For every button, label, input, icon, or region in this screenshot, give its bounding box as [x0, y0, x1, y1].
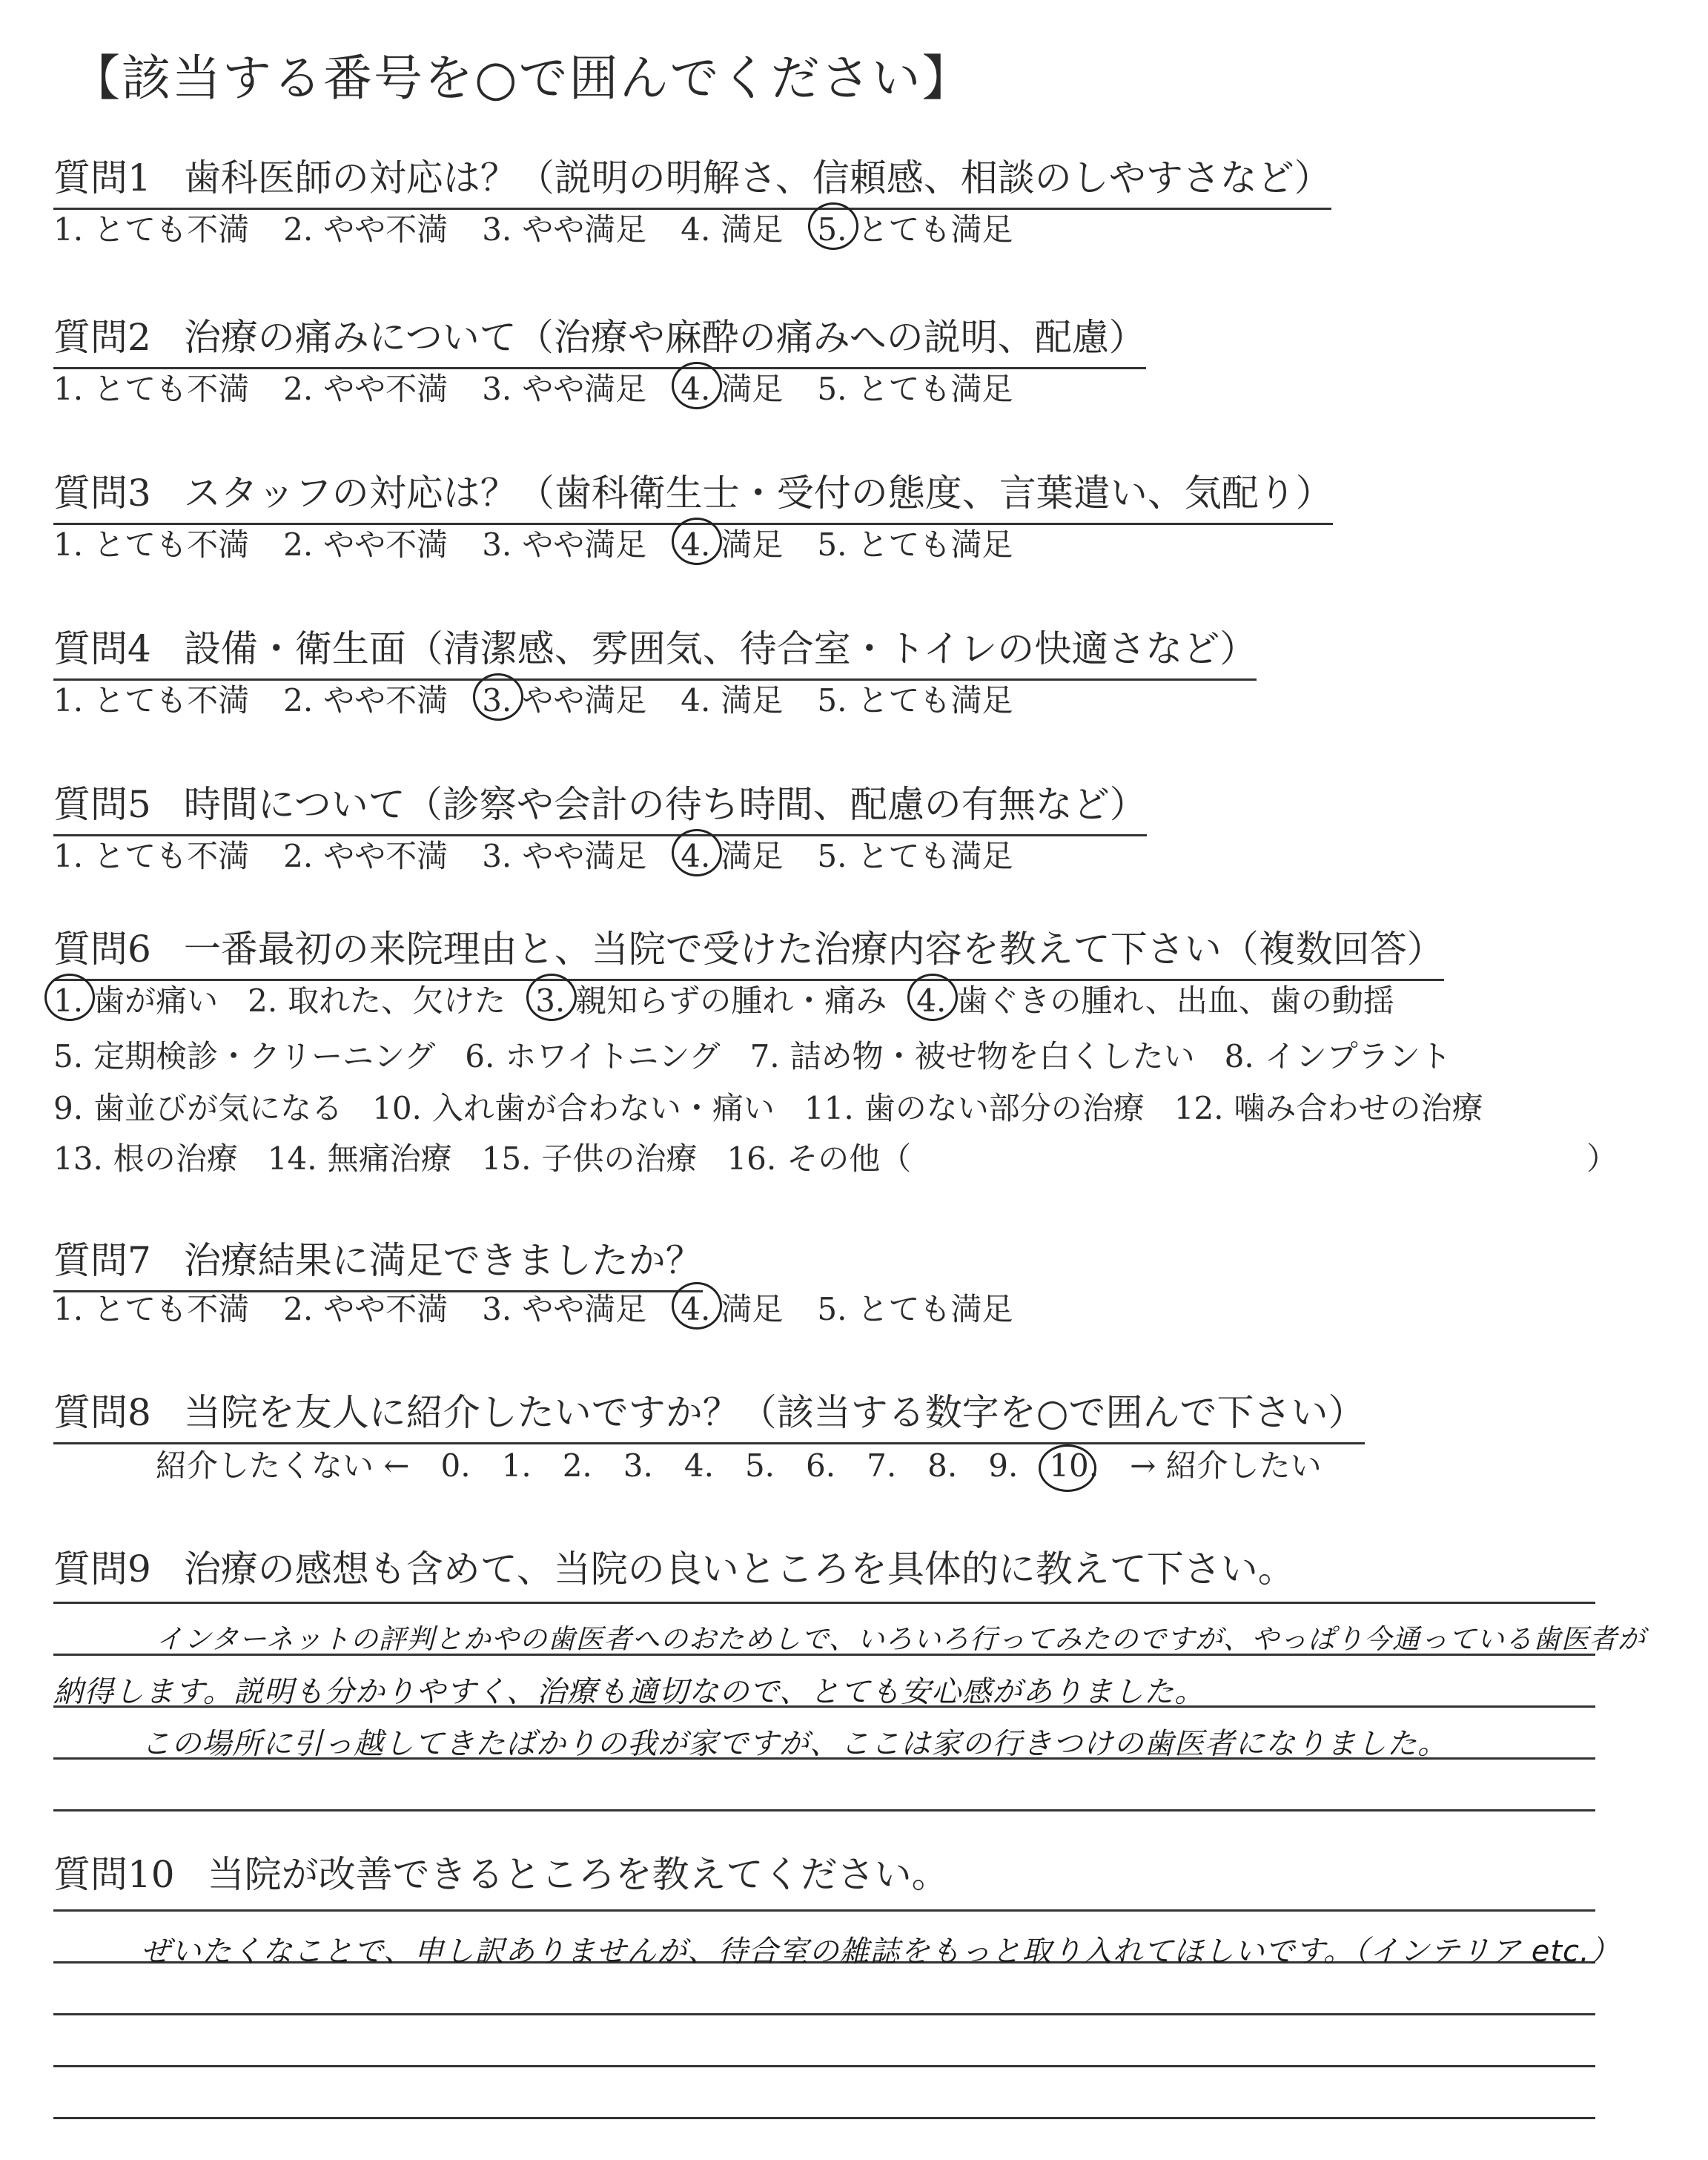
option-label: とても満足 — [857, 371, 1013, 407]
scale-value[interactable]: 2. — [562, 1447, 592, 1484]
option-2[interactable] — [283, 365, 448, 409]
option-number: 3. — [535, 982, 566, 1019]
other-close-paren: ） — [1586, 1140, 1618, 1177]
option-number: 3. — [482, 371, 512, 407]
scale-left-label: 紹介したくない ← — [156, 1447, 410, 1484]
option-number: 1. — [53, 682, 84, 719]
option-5[interactable] — [817, 832, 1013, 876]
question-1-heading — [53, 148, 1331, 210]
option-number: 2. — [283, 371, 314, 407]
option-label: やや不満 — [323, 838, 448, 874]
scale-value[interactable]: 9. — [988, 1447, 1019, 1484]
question-text: 当院を友人に紹介したいですか？（該当する数字を○で囲んで下さい） — [183, 1391, 1366, 1434]
option-4[interactable] — [681, 365, 783, 409]
option-number: 2. — [283, 682, 314, 719]
option-4[interactable] — [681, 1285, 783, 1330]
question-number: 質問4 — [53, 627, 151, 670]
option-number: 6. — [465, 1038, 495, 1074]
q6-option[interactable] — [726, 1135, 911, 1179]
question-text: 設備・衛生面（清潔感、雰囲気、待合室・トイレの快適さなど） — [183, 627, 1257, 670]
scale-value[interactable]: 1. — [501, 1447, 532, 1484]
option-number: 4. — [681, 1291, 711, 1327]
question-number: 質問5 — [53, 783, 151, 826]
option-number: 13. — [53, 1140, 103, 1177]
option-number: 5. — [817, 211, 847, 248]
option-label: とても不満 — [93, 526, 250, 563]
answer-line — [53, 2013, 1595, 2015]
question-5-options — [53, 832, 1047, 876]
question-2-heading — [53, 308, 1146, 369]
answer-line — [53, 2065, 1595, 2067]
option-number: 11. — [804, 1090, 854, 1126]
question-text: 治療の感想も含めて、当院の良いところを具体的に教えて下さい。 — [183, 1548, 1295, 1591]
recommend-scale — [156, 1441, 1353, 1486]
question-number: 質問3 — [53, 472, 151, 515]
scale-right-label: → 紹介したい — [1130, 1447, 1322, 1484]
question-7-heading — [53, 1231, 703, 1292]
q6-option[interactable] — [1174, 1084, 1483, 1129]
option-1[interactable] — [53, 832, 249, 876]
option-label: 取れた、欠けた — [288, 982, 506, 1019]
question-number: 質問1 — [53, 156, 151, 199]
scale-value[interactable]: 4. — [683, 1447, 714, 1484]
option-1[interactable] — [53, 205, 249, 250]
option-5[interactable] — [817, 521, 1013, 565]
option-number: 5. — [53, 1038, 84, 1074]
option-label: 子供の治療 — [541, 1140, 698, 1177]
option-label: 歯ぐきの腫れ、出血、歯の動揺 — [956, 982, 1394, 1019]
option-2[interactable] — [283, 832, 448, 876]
option-label: とても満足 — [857, 526, 1013, 563]
option-3[interactable] — [482, 521, 646, 565]
question-text: 歯科医師の対応は？（説明の明解さ、信頼感、相談のしやすさなど） — [183, 156, 1331, 199]
option-label: やや不満 — [323, 211, 448, 248]
q6-option[interactable] — [916, 977, 1394, 1021]
option-label: 根の治療 — [113, 1140, 238, 1177]
option-3[interactable] — [482, 832, 646, 876]
option-3[interactable] — [482, 676, 646, 721]
scale-value[interactable]: 0. — [440, 1447, 471, 1484]
option-number: 8. — [1224, 1038, 1254, 1074]
handwritten-answer-line: 納得します。説明も分かりやすく、治療も適切なので、とても安心感がありました。 — [53, 1675, 1205, 1709]
option-5[interactable] — [817, 205, 1013, 250]
option-label: とても不満 — [93, 371, 250, 407]
option-3[interactable] — [482, 365, 646, 409]
answer-line — [53, 1602, 1595, 1604]
question-9-heading — [53, 1539, 1295, 1599]
option-label: とても不満 — [93, 838, 250, 874]
option-number: 4. — [681, 211, 711, 248]
option-label: とても不満 — [93, 1291, 250, 1327]
option-label: 歯のない部分の治療 — [864, 1090, 1145, 1126]
option-label: 満足 — [721, 838, 784, 874]
option-2[interactable] — [283, 676, 448, 721]
answer-line — [53, 1909, 1595, 1912]
option-3[interactable] — [482, 1285, 646, 1330]
scale-value[interactable]: 6. — [806, 1447, 836, 1484]
option-number: 4. — [681, 371, 711, 407]
question-text: 治療の痛みについて（治療や麻酔の痛みへの説明、配慮） — [183, 316, 1146, 359]
option-number: 3. — [482, 211, 512, 248]
option-number: 1. — [53, 371, 84, 407]
option-number: 12. — [1174, 1090, 1224, 1126]
option-number: 2. — [283, 838, 314, 874]
option-2[interactable] — [283, 1285, 448, 1330]
option-3[interactable] — [482, 205, 646, 250]
q6-option[interactable] — [248, 977, 506, 1021]
option-number: 2. — [248, 982, 278, 1019]
option-number: 1. — [53, 526, 84, 563]
option-number: 9. — [53, 1090, 84, 1126]
q6-option[interactable] — [750, 1032, 1195, 1077]
q6-option[interactable] — [372, 1084, 775, 1129]
scale-value[interactable]: 8. — [927, 1447, 958, 1484]
option-number: 4. — [681, 526, 711, 563]
option-5[interactable] — [817, 365, 1013, 409]
option-number: 16. — [726, 1140, 777, 1177]
option-number: 1. — [53, 838, 84, 874]
question-4-heading — [53, 619, 1257, 681]
option-label: やや満足 — [522, 682, 647, 719]
question-3-heading — [53, 463, 1333, 525]
q6-option[interactable] — [482, 1135, 698, 1179]
option-label: とても不満 — [93, 682, 250, 719]
option-number: 1. — [53, 1291, 84, 1327]
question-text: 当院が改善できるところを教えてください。 — [207, 1853, 949, 1896]
option-label: やや不満 — [323, 371, 448, 407]
question-7-options — [53, 1285, 1047, 1330]
option-1[interactable] — [53, 365, 249, 409]
option-label: 詰め物・被せ物を白くしたい — [790, 1038, 1195, 1074]
option-label: 満足 — [721, 526, 784, 563]
q6-option[interactable] — [53, 977, 218, 1021]
option-label: やや不満 — [323, 526, 448, 563]
question-10-heading — [53, 1845, 949, 1904]
answer-line — [53, 1809, 1595, 1811]
q6-option-row — [53, 977, 1424, 1021]
scale-value[interactable]: 5. — [744, 1447, 775, 1484]
answer-line — [53, 2117, 1595, 2119]
scale-value[interactable]: 3. — [623, 1447, 653, 1484]
q6-option-row — [53, 1032, 1481, 1077]
question-number: 質問9 — [53, 1548, 151, 1591]
option-number: 5. — [817, 526, 847, 563]
option-number: 5. — [817, 1291, 847, 1327]
option-number: 3. — [482, 838, 512, 874]
option-number: 2. — [283, 526, 314, 563]
option-number: 10. — [372, 1090, 422, 1126]
option-label: やや満足 — [522, 1291, 647, 1327]
option-4[interactable] — [681, 521, 783, 565]
option-label: その他（ — [787, 1140, 912, 1177]
q6-option[interactable] — [53, 1032, 435, 1077]
question-text: 一番最初の来院理由と、当院で受けた治療内容を教えて下さい（複数回答） — [183, 928, 1444, 971]
option-number: 4. — [681, 682, 711, 719]
q6-option[interactable] — [1225, 1032, 1452, 1077]
option-label: 定期検診・クリーニング — [93, 1038, 436, 1074]
option-label: やや不満 — [323, 682, 448, 719]
scale-value[interactable]: 7. — [867, 1447, 897, 1484]
option-number: 4. — [681, 838, 711, 874]
option-number: 4. — [916, 982, 947, 1019]
option-1[interactable] — [53, 1285, 249, 1330]
question-number: 質問10 — [53, 1853, 175, 1896]
q6-option-row — [53, 1135, 941, 1179]
option-label: とても不満 — [93, 211, 250, 248]
question-4-options — [53, 676, 1047, 721]
option-label: 満足 — [721, 371, 784, 407]
q6-option[interactable] — [535, 977, 887, 1021]
option-number: 7. — [749, 1038, 780, 1074]
option-number: 1. — [53, 211, 84, 248]
option-1[interactable] — [53, 521, 249, 565]
question-2-options — [53, 365, 1047, 409]
option-label: とても満足 — [857, 1291, 1013, 1327]
question-text: 時間について（診察や会計の待ち時間、配慮の有無など） — [183, 783, 1147, 826]
option-4[interactable] — [681, 676, 783, 721]
question-6-heading — [53, 919, 1444, 981]
option-2[interactable] — [283, 205, 448, 250]
option-2[interactable] — [283, 521, 448, 565]
option-label: 歯が痛い — [93, 982, 219, 1019]
option-number: 2. — [283, 211, 314, 248]
option-label: とても満足 — [857, 838, 1013, 874]
option-1[interactable] — [53, 676, 249, 721]
question-5-heading — [53, 775, 1147, 836]
q6-option[interactable] — [465, 1032, 720, 1077]
option-4[interactable] — [681, 832, 783, 876]
question-number: 質問2 — [53, 316, 151, 359]
option-5[interactable] — [817, 676, 1013, 721]
option-label: やや満足 — [522, 371, 647, 407]
option-4[interactable] — [681, 205, 783, 250]
option-label: やや満足 — [522, 838, 647, 874]
option-label: 噛み合わせの治療 — [1234, 1090, 1483, 1126]
q6-option[interactable] — [268, 1135, 452, 1179]
option-label: やや不満 — [323, 1291, 448, 1327]
option-number: 3. — [482, 682, 512, 719]
option-label: 満足 — [721, 1291, 784, 1327]
form-title: 【該当する番号を○で囲んでください】 — [71, 50, 973, 107]
option-label: やや満足 — [522, 211, 647, 248]
question-number: 質問7 — [53, 1239, 151, 1282]
handwritten-answer-line: ぜいたくなことで、申し訳ありませんが、待合室の雑誌をもっと取り入れてほしいです。（インテリア etc.） — [141, 1935, 1621, 1969]
option-label: 親知らずの腫れ・痛み — [575, 982, 887, 1019]
option-number: 1. — [53, 982, 84, 1019]
question-number: 質問6 — [53, 928, 151, 971]
question-1-options — [53, 205, 1047, 250]
option-label: インプラント — [1264, 1038, 1452, 1074]
option-number: 3. — [482, 526, 512, 563]
option-number: 5. — [817, 371, 847, 407]
question-number: 質問8 — [53, 1391, 151, 1434]
option-number: 14. — [267, 1140, 317, 1177]
option-number: 15. — [481, 1140, 532, 1177]
option-label: やや満足 — [522, 526, 647, 563]
option-label: 入れ歯が合わない・痛い — [431, 1090, 775, 1126]
q6-option[interactable] — [804, 1084, 1145, 1129]
option-5[interactable] — [817, 1285, 1013, 1330]
question-text: スタッフの対応は？（歯科衛生士・受付の態度、言葉遣い、気配り） — [183, 472, 1333, 515]
option-label: 無痛治療 — [327, 1140, 452, 1177]
question-3-options — [53, 521, 1047, 565]
option-label: 歯並びが気になる — [93, 1090, 343, 1126]
q6-option-row — [53, 1084, 1513, 1129]
option-label: とても満足 — [857, 211, 1013, 248]
option-number: 5. — [817, 838, 847, 874]
option-number: 2. — [283, 1291, 314, 1327]
option-label: ホワイトニング — [505, 1038, 721, 1074]
handwritten-answer-line: この場所に引っ越してきたばかりの我が家ですが、ここは家の行きつけの歯医者になりました。 — [141, 1727, 1448, 1761]
option-label: 満足 — [721, 682, 784, 719]
q6-option[interactable] — [53, 1135, 238, 1179]
q6-option[interactable] — [53, 1084, 342, 1129]
question-8-heading — [53, 1383, 1365, 1444]
scale-value[interactable]: 10. — [1049, 1447, 1099, 1484]
option-label: 満足 — [721, 211, 784, 248]
option-number: 3. — [482, 1291, 512, 1327]
option-label: とても満足 — [857, 682, 1013, 719]
question-text: 治療結果に満足できましたか？ — [183, 1239, 703, 1282]
option-number: 5. — [817, 682, 847, 719]
handwritten-answer-line: インターネットの評判とかやの歯医者へのおためしで、いろいろ行ってみたのですが、やっぱり今通っている歯医者が — [156, 1623, 1646, 1655]
